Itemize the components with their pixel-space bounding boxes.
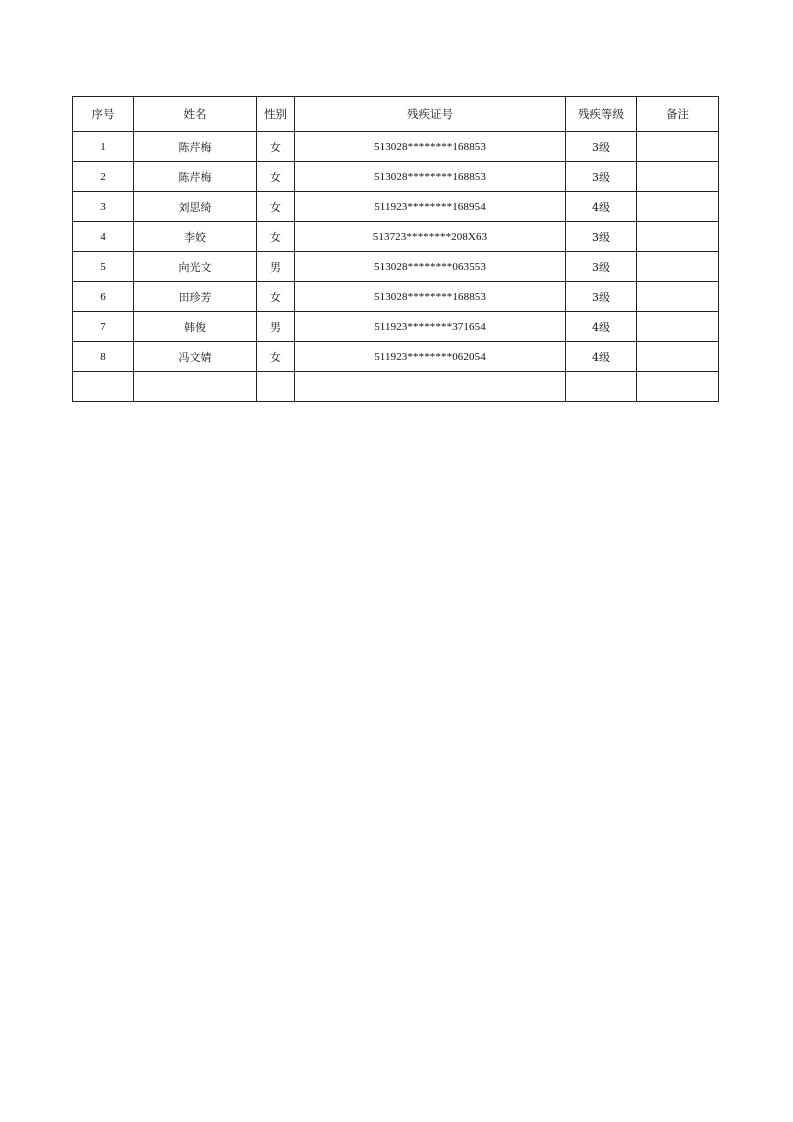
- cell-cert-number: 511923********062054: [295, 342, 566, 372]
- cell-gender: 女: [257, 282, 295, 312]
- cell-disability-level: 3级: [566, 222, 637, 252]
- cell-seq: 2: [73, 162, 134, 192]
- cell-note: [637, 162, 719, 192]
- cell-seq: 7: [73, 312, 134, 342]
- cell-seq: 3: [73, 192, 134, 222]
- cell-name: 冯文婧: [134, 342, 257, 372]
- cell-cert-number: 513028********063553: [295, 252, 566, 282]
- cell-cert-number: 513028********168853: [295, 132, 566, 162]
- cell-note: [637, 342, 719, 372]
- header-seq: 序号: [73, 97, 134, 132]
- cell-disability-level: [566, 372, 637, 402]
- cell-seq: 8: [73, 342, 134, 372]
- cell-disability-level: 3级: [566, 252, 637, 282]
- cell-seq: 5: [73, 252, 134, 282]
- cell-gender: 男: [257, 252, 295, 282]
- cell-name: 刘思绮: [134, 192, 257, 222]
- cell-name: 向光文: [134, 252, 257, 282]
- cell-gender: 女: [257, 192, 295, 222]
- cell-seq: 6: [73, 282, 134, 312]
- cell-seq: [73, 372, 134, 402]
- table-row: [73, 192, 719, 222]
- cell-name: 陈芹梅: [134, 162, 257, 192]
- cell-disability-level: 3级: [566, 282, 637, 312]
- cell-disability-level: 4级: [566, 342, 637, 372]
- table-row: [73, 342, 719, 372]
- table-header-row: [73, 97, 719, 132]
- cell-note: [637, 282, 719, 312]
- cell-cert-number: [295, 372, 566, 402]
- cell-note: [637, 132, 719, 162]
- header-name: 姓名: [134, 97, 257, 132]
- cell-note: [637, 222, 719, 252]
- disability-roster-table: [72, 96, 719, 402]
- cell-cert-number: 511923********371654: [295, 312, 566, 342]
- cell-note: [637, 312, 719, 342]
- cell-seq: 4: [73, 222, 134, 252]
- cell-cert-number: 513723********208X63: [295, 222, 566, 252]
- table-row: [73, 252, 719, 282]
- table-row: [73, 222, 719, 252]
- cell-gender: 女: [257, 342, 295, 372]
- header-cert-number: 残疾证号: [295, 97, 566, 132]
- cell-gender: 女: [257, 222, 295, 252]
- cell-cert-number: 511923********168954: [295, 192, 566, 222]
- cell-cert-number: 513028********168853: [295, 162, 566, 192]
- cell-cert-number: 513028********168853: [295, 282, 566, 312]
- table-row: [73, 282, 719, 312]
- header-note: 备注: [637, 97, 719, 132]
- cell-name: 李姣: [134, 222, 257, 252]
- cell-name: 陈芹梅: [134, 132, 257, 162]
- cell-disability-level: 4级: [566, 192, 637, 222]
- table-row: [73, 162, 719, 192]
- cell-note: [637, 372, 719, 402]
- table-row-empty: [73, 372, 719, 402]
- cell-gender: [257, 372, 295, 402]
- cell-name: 田珍芳: [134, 282, 257, 312]
- cell-gender: 男: [257, 312, 295, 342]
- cell-seq: 1: [73, 132, 134, 162]
- cell-note: [637, 192, 719, 222]
- cell-name: [134, 372, 257, 402]
- table-row: [73, 312, 719, 342]
- cell-gender: 女: [257, 162, 295, 192]
- header-gender: 性别: [257, 97, 295, 132]
- cell-name: 韩俊: [134, 312, 257, 342]
- cell-disability-level: 3级: [566, 132, 637, 162]
- cell-disability-level: 3级: [566, 162, 637, 192]
- table-row: [73, 132, 719, 162]
- cell-disability-level: 4级: [566, 312, 637, 342]
- cell-note: [637, 252, 719, 282]
- header-disability-level: 残疾等级: [566, 97, 637, 132]
- cell-gender: 女: [257, 132, 295, 162]
